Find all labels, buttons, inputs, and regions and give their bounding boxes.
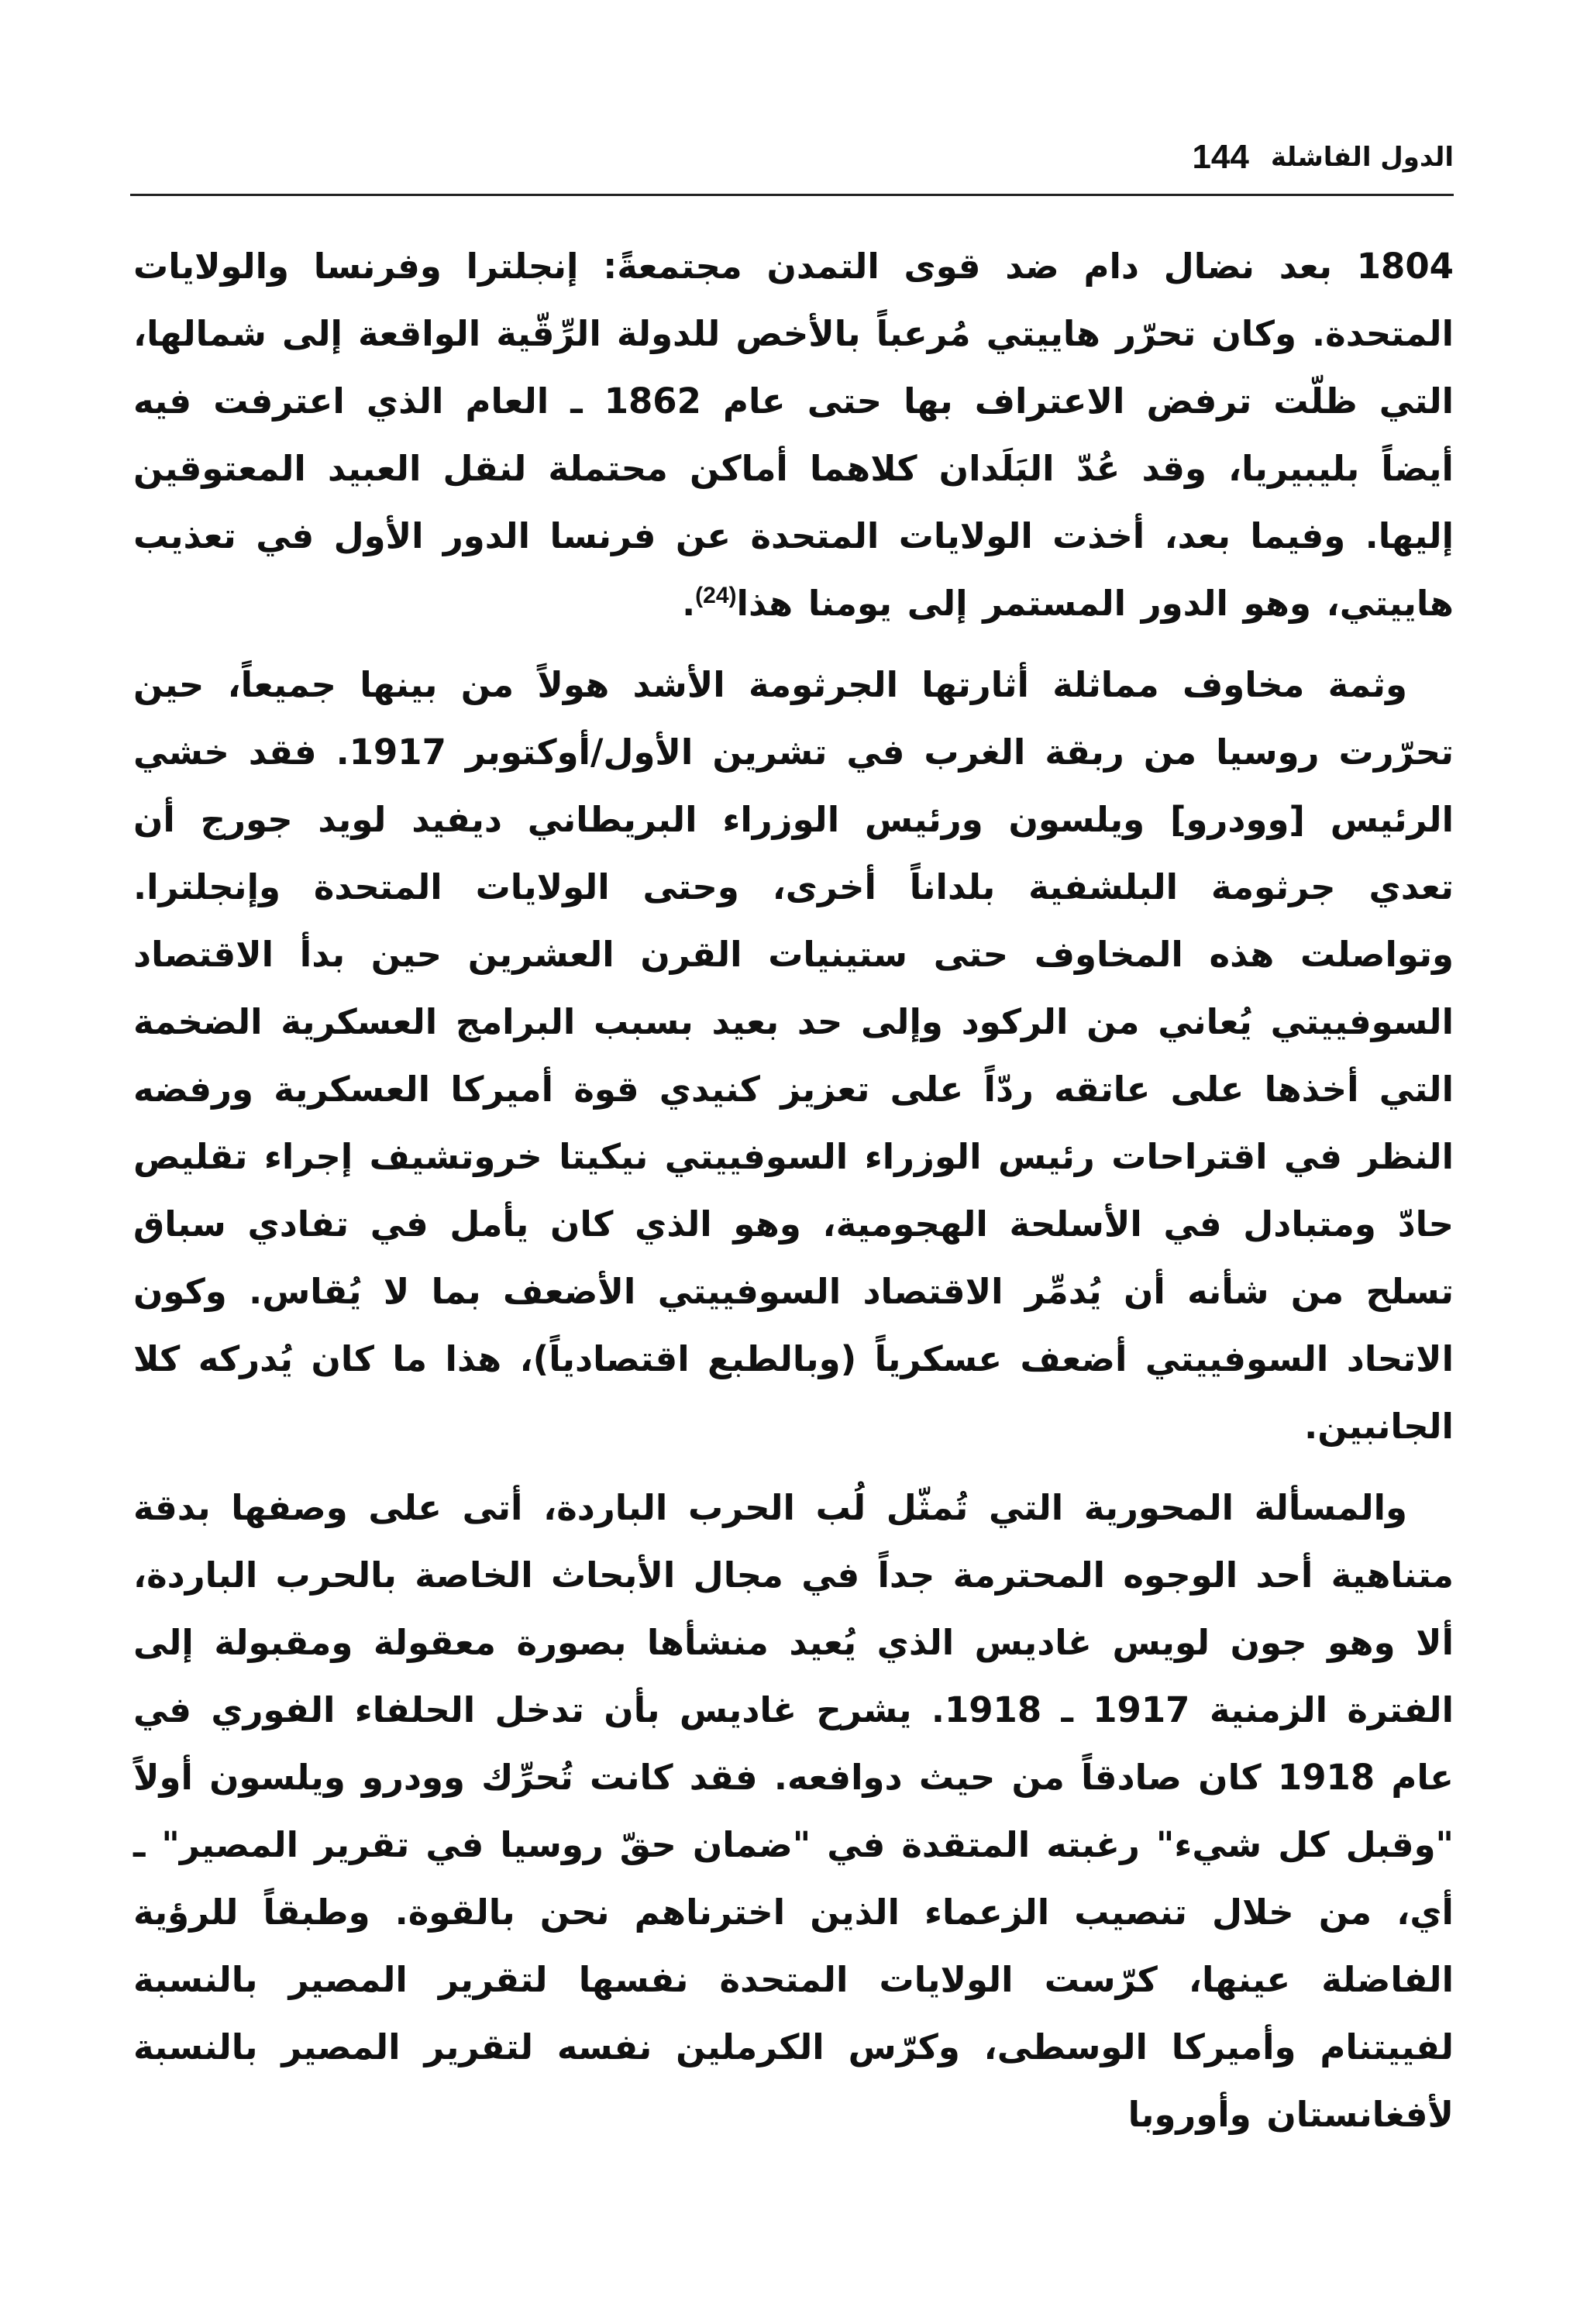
paragraph-1-text: 1804 بعد نضال دام ضد قوى التمدن مجتمعةً: إنجلترا وفرنسا والولايات المتحدة. وكان تحرّر هاييتي مُرعباً بالأخص للدولة الرِّقّية الواقعة إلى شمالها، التي ظلّت ترفض الاعتراف بها حتى عام 1862 ـ العام الذي اعترفت فيه أيضاً بليبيريا، وقد عُدّ البَلَدان كلاهما أماكن محتملة لنقل العبيد المعتوقين إليها. وفيما بعد، أخذت الولايات المتحدة عن فرنسا الدور الأول في تعذيب هاييتي، وهو الدور المستمر إلى يومنا هذا xyxy=(133,246,1454,624)
paragraph-2: وثمة مخاوف مماثلة أثارتها الجرثومة الأشد هولاً من بينها جميعاً، حين تحرّرت روسيا من ربقة الغرب في تشرين الأول/أوكتوبر 1917. فقد خشي الرئيس [وودرو] ويلسون ورئيس الوزراء البريطاني ديفيد لويد جورج أن تعدي جرثومة البلشفية بلداناً أخرى، وحتى الولايات المتحدة وإنجلترا. وتواصلت هذه المخاوف حتى ستينيات القرن العشرين حين بدأ الاقتصاد السوفييتي يُعاني من الركود وإلى حد بعيد بسبب البرامج العسكرية الضخمة التي أخذها على عاتقه ردّاً على تعزيز كنيدي قوة أميركا العسكرية ورفضه النظر في اقتراحات رئيس الوزراء السوفييتي نيكيتا خروتشيف إجراء تقليص حادّ ومتبادل في الأسلحة الهجومية، وهو الذي كان يأمل في تفادي سباق تسلح من شأنه أن يُدمِّر الاقتصاد السوفييتي الأضعف بما لا يُقاس. وكون الاتحاد السوفييتي أضعف عسكرياً (وبالطبع اقتصادياً)، هذا ما كان يُدركه كلا الجانبين. xyxy=(133,664,1454,1447)
page-number: 144 xyxy=(1192,138,1249,176)
paragraph-1 xyxy=(133,232,1454,637)
paragraph-3: والمسألة المحورية التي تُمثّل لُب الحرب الباردة، أتى على وصفها بدقة متناهية أحد الوجوه المحترمة جداً في مجال الأبحاث الخاصة بالحرب الباردة، ألا وهو جون لويس غاديس الذي يُعيد منشأها بصورة معقولة ومقبولة إلى الفترة الزمنية 1917 ـ 1918. يشرح غاديس بأن تدخل الحلفاء الفوري في عام 1918 كان صادقاً من حيث دوافعه. فقد كانت تُحرِّك وودرو ويلسون أولاً "وقبل كل شيء" رغبته المتقدة في "ضمان حقّ روسيا في تقرير المصير" ـ أي، من خلال تنصيب الزعماء الذين اخترناهم نحن بالقوة. وطبقاً للرؤية الفاضلة عينها، كرّست الولايات المتحدة نفسها لتقرير المصير بالنسبة لفييتنام وأميركا الوسطى، وكرّس الكرملين نفسه لتقرير المصير بالنسبة لأفغانستان وأوروبا xyxy=(133,1487,1454,2135)
footnote-reference: (24) xyxy=(695,583,737,608)
page-body xyxy=(133,232,1454,2162)
running-title: الدول الفاشلة xyxy=(1270,142,1454,173)
page-header xyxy=(133,130,1454,184)
header-rule xyxy=(130,194,1454,196)
paragraph-1-end: . xyxy=(682,583,696,624)
